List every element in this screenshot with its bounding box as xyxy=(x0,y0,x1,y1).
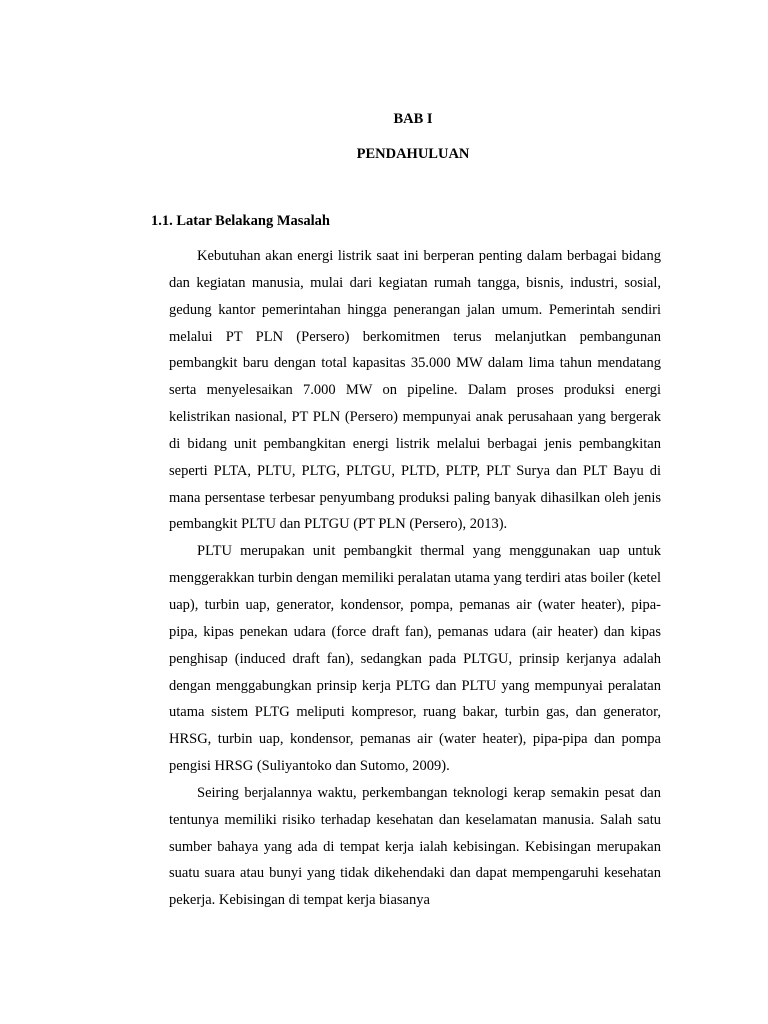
paragraph: PLTU merupakan unit pembangkit thermal yang menggunakan uap untuk menggerakkan turbin dengan memiliki peralatan utama yang terdiri atas boiler (ketel uap), turbin uap, generator, kondensor, pompa, pemanas air (water heater), pipa-pipa, kipas penekan udara (force draft fan), pemanas udara (air heater) dan kipas penghisap (induced draft fan), sedangkan pada PLTGU, prinsip kerjanya adalah dengan menggabungkan prinsip kerja PLTG dan PLTU yang mempunyai peralatan utama sistem PLTG meliputi kompresor, ruang bakar, turbin gas, dan generator, HRSG, turbin uap, kondensor, pemanas air (water heater), pipa-pipa dan pompa pengisi HRSG (Suliyantoko dan Sutomo, 2009). xyxy=(169,543,662,775)
section-heading: 1.1. Latar Belakang Masalah xyxy=(151,213,330,229)
chapter-number: BAB I xyxy=(393,111,433,127)
paragraph: Seiring berjalannya waktu, perkembangan teknologi kerap semakin pesat dan tentunya memiliki risiko terhadap kesehatan dan keselamatan manusia. Salah satu sumber bahaya yang ada di tempat kerja ialah kebisingan. Kebisingan merupakan suatu suara atau bunyi yang tidak dikehendaki dan dapat mempengaruhi kesehatan pekerja. Kebisingan di tempat kerja biasanya xyxy=(169,784,661,909)
body-text xyxy=(169,243,661,914)
paragraph: Kebutuhan akan energi listrik saat ini berperan penting dalam berbagai bidang dan kegiatan manusia, mulai dari kegiatan rumah tangga, bisnis, industri, sosial, gedung kantor pemerintahan hingga penerangan jalan umum. Pemerintah sendiri melalui PT PLN (Persero) berkomitmen terus melanjutkan pembangunan pembangkit baru dengan total kapasitas 35.000 MW dalam lima tahun mendatang serta menyelesaikan 7.000 MW on pipeline. Dalam proses produksi energi kelistrikan nasional, PT PLN (Persero) mempunyai anak perusahaan yang bergerak di bidang unit pembangkitan energi listrik melalui berbagai jenis pembangkitan seperti PLTA, PLTU, PLTG, PLTGU, PLTD, PLTP, PLT Surya dan PLT Bayu di mana persentase terbesar penyumbang produksi paling banyak dihasilkan oleh jenis pembangkit PLTU dan PLTGU (PT PLN (Persero), 2013). xyxy=(169,248,661,533)
chapter-title: PENDAHULUAN xyxy=(356,146,470,162)
